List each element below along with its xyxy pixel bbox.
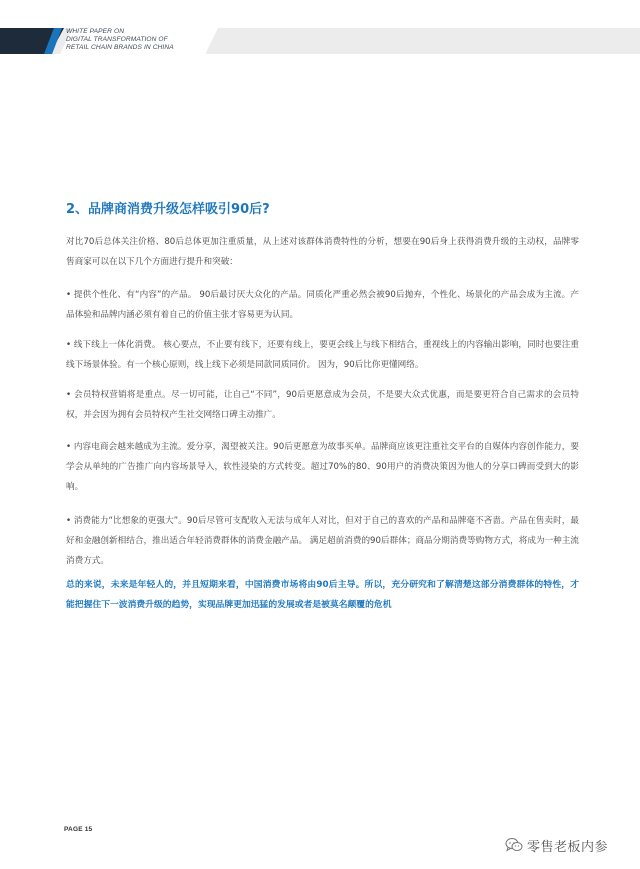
bullet-point: • 会员特权营销将是重点。尽一切可能，让自己“不同”，90后更愿意成为会员，不是要大众式优惠，而是要更符合自己需求的会员特权，并会因为拥有会员特权产生社交网络口碑主动推广。 <box>66 390 579 420</box>
page-header <box>0 0 640 54</box>
intro-paragraph: 对比70后总体关注价格、80后总体更加注重质量，从上述对该群体消费特性的分析，想要在90后身上获得消费升级的主动权，品牌零售商家可以在以下几个方面进行提升和突破： <box>66 237 579 267</box>
section-title: 2、品牌商消费升级怎样吸引90后? <box>66 202 270 217</box>
header-title <box>66 28 216 53</box>
bullet-point: • 线下线上一体化消费。 核心要点，不止要有线下，还要有线上，要更会线上与线下相结合，重视线上的内容输出影响，同时也要注重线下场景体验。有一个核心原则，线上线下必须是同款同质同价。 因为，90后比你更懂网络。 <box>66 340 579 370</box>
header-title-line: RETAIL CHAIN BRANDS IN CHINA <box>66 44 174 52</box>
watermark <box>505 834 608 856</box>
header-title-line: WHITE PAPER ON <box>66 28 125 35</box>
bullet-point: • 消费能力“比想象的更强大”。90后尽管可支配收入无法与成年人对比，但对于自己的喜欢的产品和品牌毫不吝啬。产品在售卖时，最好和金融创新相结合，推出适合年轻消费群体的消费金融产品。 满足超前消费的90后群体；商品分期消费等购物方式，将成为一种主流消费方式。 <box>66 516 579 566</box>
bullet-point: • 内容电商会越来越成为主流。爱分享，渴望被关注。90后更愿意为故事买单。品牌商应该更注重社交平台的自媒体内容创作能力，要学会从单纯的广告推广向内容场景导入，软性浸染的方式转变。超过70%的80、90用户的消费决策因为他人的分享口碑而受到大的影响。 <box>66 442 579 492</box>
header-title-line: DIGITAL TRANSFORMATION OF <box>66 36 168 44</box>
wechat-icon <box>505 837 523 853</box>
watermark-text: 零售老板内参 <box>527 839 609 855</box>
page-number: PAGE 15 <box>64 826 93 833</box>
bullet-point: • 提供个性化、有“内容”的产品。 90后最讨厌大众化的产品。同质化严重必然会被90后抛弃，个性化、场景化的产品会成为主流。产品体验和品牌内涵必须有着自己的价值主张才容易更为认同。 <box>66 290 579 320</box>
conclusion-paragraph: 总的来说，未来是年轻人的，并且短期来看，中国消费市场将由90后主导。所以，充分研究和了解清楚这部分消费群体的特性，才能把握住下一波消费升级的趋势，实现品牌更加迅猛的发展或者是被莫名颠覆的危机 <box>66 580 579 610</box>
